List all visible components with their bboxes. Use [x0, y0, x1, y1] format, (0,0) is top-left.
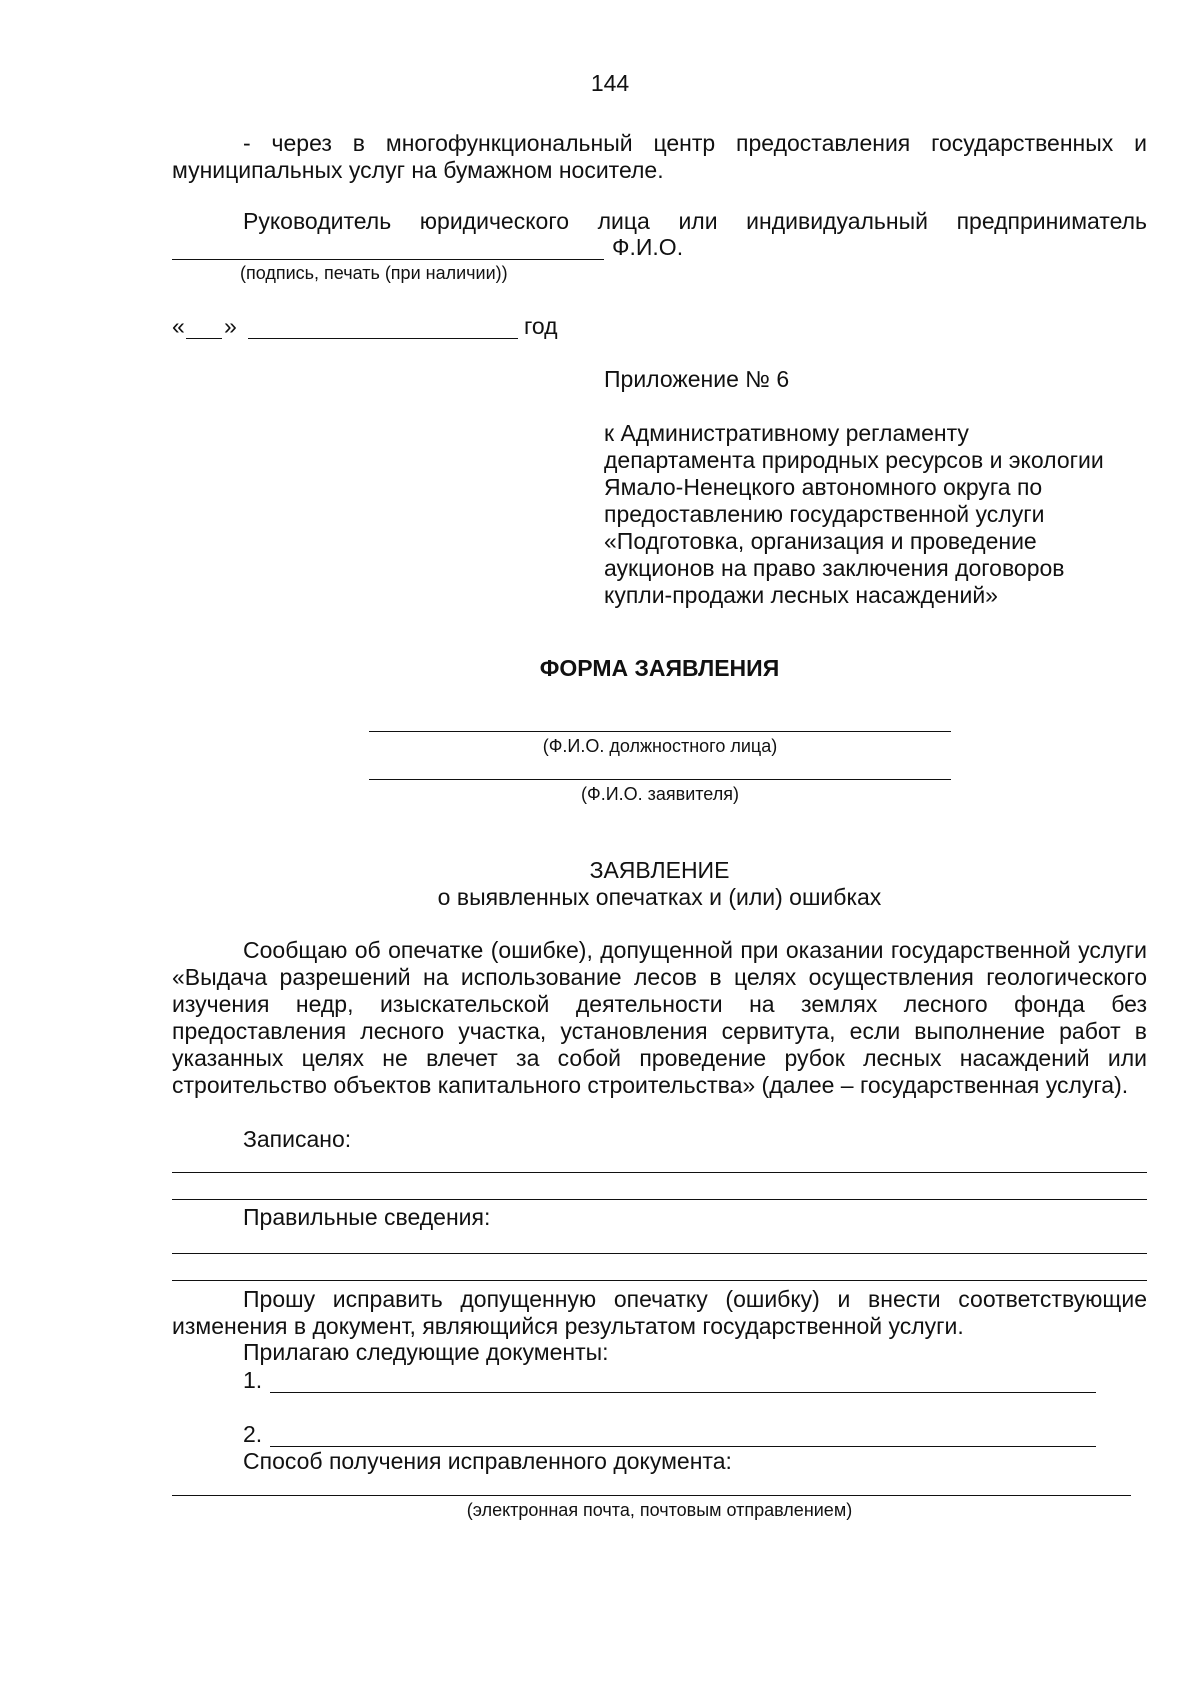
attachment-line-2: [270, 1446, 1096, 1447]
statement-subtitle: о выявленных опечатках и (или) ошибках: [437, 884, 882, 910]
statement-paragraph: Сообщаю об опечатке (ошибке), допущенной при оказании государственной услуги «Выдача разрешений на использование лесов в целях осуществления геологического изучения недр, изыскательской деятельности на землях лесного фонда без предоставления лесного участка, установления сервитута, если выполнение работ в указанных целях не влечет за собой проведение рубок лесных насаждений или строительство объектов капитального строительства» (далее – государственная услуга).: [172, 937, 1147, 1098]
appendix-line: к Административному регламенту: [604, 420, 969, 446]
date-quote-close: »: [224, 313, 237, 339]
method-line: [172, 1495, 1131, 1496]
written-label: Записано:: [243, 1126, 352, 1152]
official-name-line: [369, 731, 951, 732]
statement-title: ЗАЯВЛЕНИЕ: [589, 857, 730, 883]
date-year: год: [524, 313, 558, 339]
date-day-line: [186, 338, 222, 339]
form-heading: ФОРМА ЗАЯВЛЕНИЯ: [539, 655, 780, 681]
correct-line-1: [172, 1253, 1147, 1254]
signature-caption: (подпись, печать (при наличии)): [240, 263, 508, 283]
appendix-line: предоставлению государственной услуги: [604, 501, 1045, 527]
page-number: 144: [590, 70, 630, 96]
date-month-line: [248, 338, 518, 339]
correct-label: Правильные сведения:: [243, 1204, 491, 1230]
attachment-item-2: 2.: [243, 1421, 263, 1447]
appendix-line: купли-продажи лесных насаждений»: [604, 582, 998, 608]
appendix-text: [604, 420, 1164, 609]
signature-line: [172, 259, 604, 260]
attachment-line-1: [270, 1392, 1096, 1393]
appendix-title: Приложение № 6: [604, 366, 790, 392]
appendix-line: департамента природных ресурсов и экологии: [604, 447, 1104, 473]
request-paragraph: Прошу исправить допущенную опечатку (ошибку) и внести соответствующие изменения в документ, являющийся результатом государственной услуги.: [172, 1286, 1147, 1339]
attachments-label: Прилагаю следующие документы:: [243, 1339, 609, 1365]
date-quote-open: «: [172, 313, 185, 339]
method-label: Способ получения исправленного документа:: [243, 1448, 732, 1474]
appendix-line: Ямало-Ненецкого автономного округа по: [604, 474, 1043, 500]
correct-line-2: [172, 1280, 1147, 1281]
written-line-1: [172, 1172, 1147, 1173]
official-caption: (Ф.И.О. должностного лица): [542, 736, 778, 756]
appendix-line: аукционов на право заключения договоров: [604, 555, 1065, 581]
signature-fio: Ф.И.О.: [612, 234, 684, 260]
applicant-name-line: [369, 779, 951, 780]
applicant-caption: (Ф.И.О. заявителя): [581, 784, 739, 804]
written-line-2: [172, 1199, 1147, 1200]
appendix-line: «Подготовка, организация и проведение: [604, 528, 1037, 554]
attachment-item-1: 1.: [243, 1367, 263, 1393]
intro-paragraph: - через в многофункциональный центр предоставления государственных и муниципальных услуг на бумажном носителе.: [172, 130, 1147, 183]
method-caption: (электронная почта, почтовым отправлением): [466, 1500, 853, 1520]
signature-text: Руководитель юридического лица или индивидуальный предприниматель: [243, 208, 1147, 234]
